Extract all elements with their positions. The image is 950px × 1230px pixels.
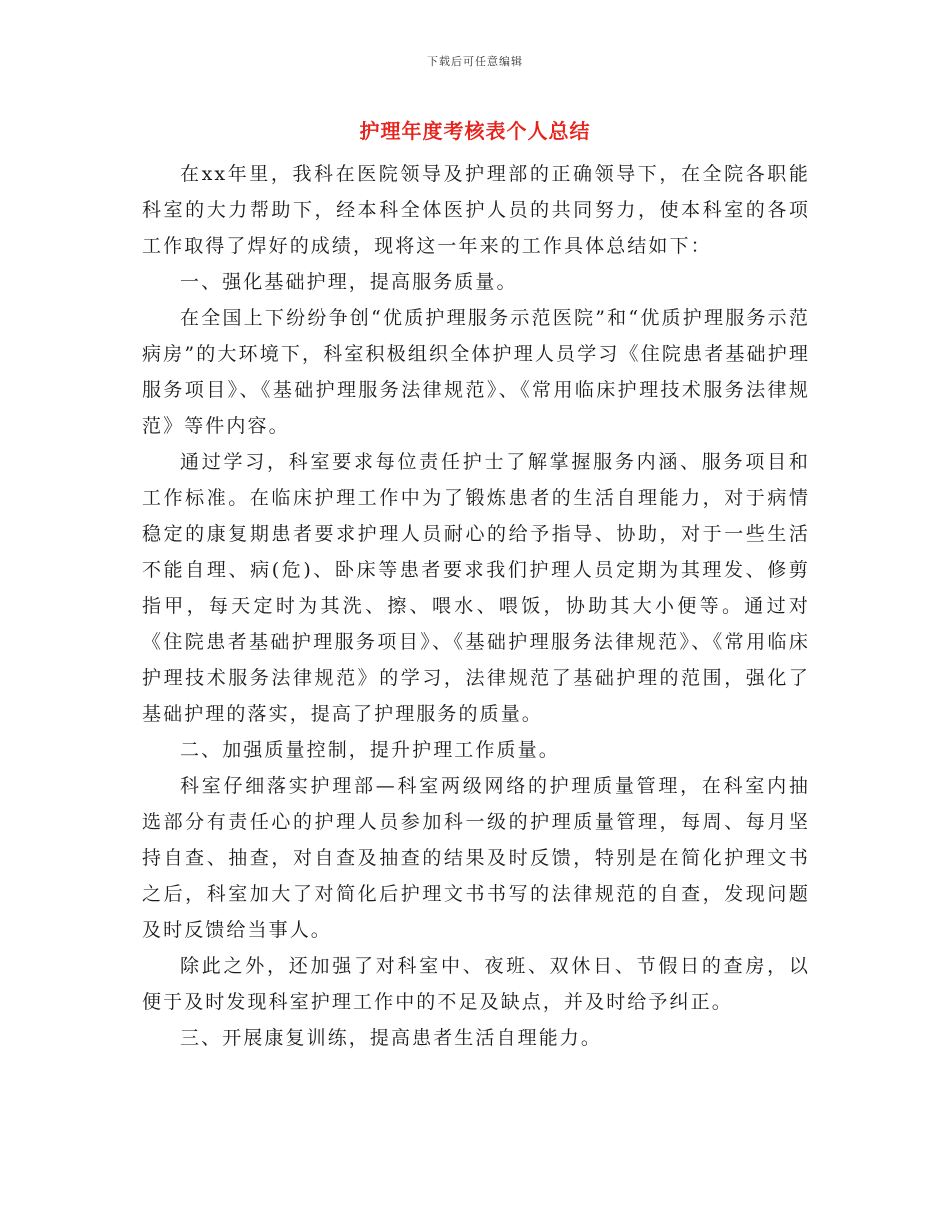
paragraph: 通过学习，科室要求每位责任护士了解掌握服务内涵、服务项目和工作标准。在临床护理工作中为了锻炼患者的生活自理能力，对于病情稳定的康复期患者要求护理人员耐心的给予指导、协助，对于一些生活不能自理、病(危)、卧床等患者要求我们护理人员定期为其理发、修剪指甲，每天定时为其洗、擦、喂水、喂饭，协助其大小便等。通过对《住院患者基础护理服务项目》、《基础护理服务法律规范》、《常用临床护理技术服务法律规范》的学习，法律规范了基础护理的范围，强化了基础护理的落实，提高了护理服务的质量。 <box>142 451 810 725</box>
paragraph: 在全国上下纷纷争创“优质护理服务示范医院”和“优质护理服务示范病房”的大环境下，科室积极组织全体护理人员学习《住院患者基础护理服务项目》、《基础护理服务法律规范》、《常用临床护理技术服务法律规范》等件内容。 <box>142 307 810 437</box>
paragraph: 科室仔细落实护理部—科室两级网络的护理质量管理，在科室内抽选部分有责任心的护理人员参加科一级的护理质量管理，每周、每月坚持自查、抽查，对自查及抽查的结果及时反馈，特别是在简化护理文书之后，科室加大了对简化后护理文书书写的法律规范的自查，发现问题及时反馈给当事人。 <box>142 775 810 941</box>
page-header-note: 下载后可任意编辑 <box>427 55 523 68</box>
document-body <box>142 156 810 1056</box>
section-heading-3: 三、开展康复训练，提高患者生活自理能力。 <box>180 1027 603 1049</box>
paragraph: 除此之外，还加强了对科室中、夜班、双休日、节假日的查房，以便于及时发现科室护理工作中的不足及缺点，并及时给予纠正。 <box>142 955 810 1013</box>
section-heading-2: 二、加强质量控制，提升护理工作质量。 <box>180 739 560 761</box>
document-title: 护理年度考核表个人总结 <box>359 119 591 143</box>
section-heading-1: 一、强化基础护理，提高服务质量。 <box>180 271 518 293</box>
paragraph-intro: 在xx年里，我科在医院领导及护理部的正确领导下，在全院各职能科室的大力帮助下，经本科全体医护人员的共同努力，使本科室的各项工作取得了焊好的成绩，现将这一年来的工作具体总结如下： <box>142 163 810 257</box>
